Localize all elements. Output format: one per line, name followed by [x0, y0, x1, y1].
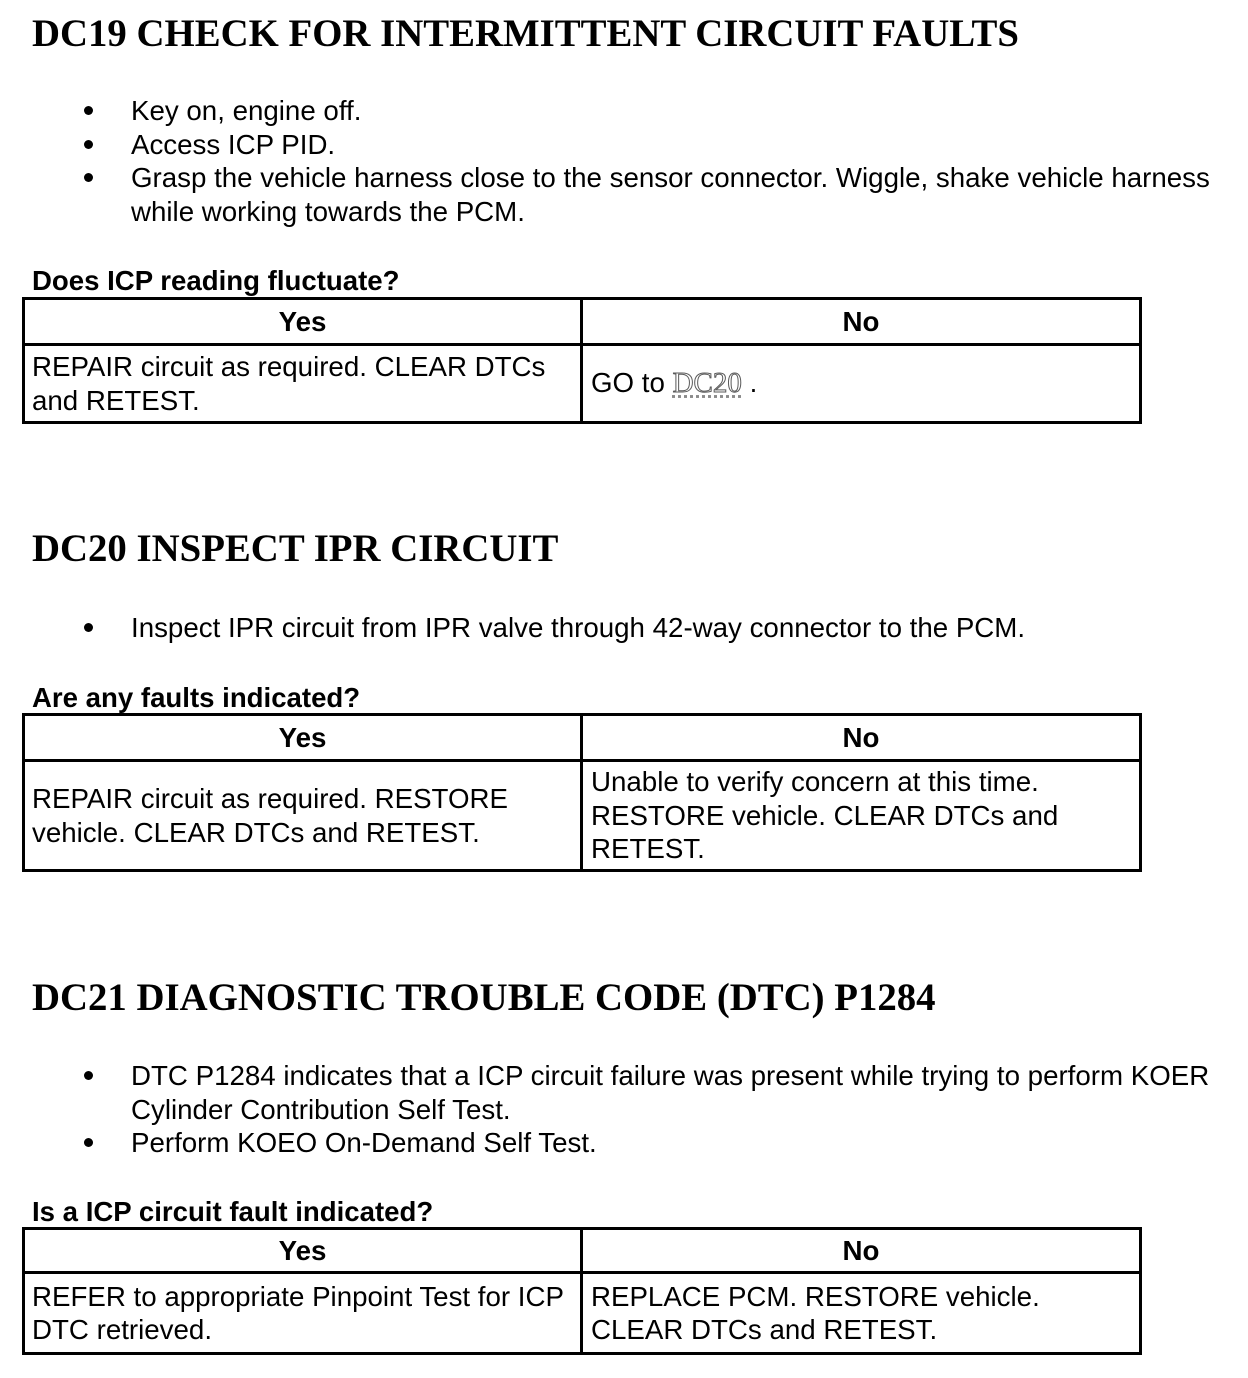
yes-header: Yes: [25, 1230, 583, 1271]
step-text: Cylinder Contribution Self Test.: [131, 1093, 511, 1125]
step-item: [0, 611, 1248, 645]
step-text: Access ICP PID.: [131, 128, 336, 160]
step-item: [0, 128, 1248, 162]
bullet-icon: [84, 623, 93, 632]
step-item: [0, 161, 1248, 228]
yes-header: Yes: [25, 300, 583, 343]
step-item: [0, 1059, 1248, 1126]
bullet-icon: [84, 106, 93, 115]
step-item: [0, 94, 1248, 128]
table-header-row: [25, 716, 1139, 762]
table-header-row: [25, 300, 1139, 346]
no-header: No: [842, 305, 880, 337]
dc21-question: Is a ICP circuit fault indicated?: [32, 1196, 434, 1227]
bullet-icon: [84, 173, 93, 182]
step-item: [0, 1126, 1248, 1160]
step-text: Key on, engine off.: [131, 95, 362, 126]
bullet-icon: [84, 140, 93, 149]
yes-action: REPAIR circuit as required. CLEAR DTCs and RETEST.: [25, 346, 583, 421]
no-header: No: [842, 721, 880, 753]
dc21-decision-table: [22, 1227, 1142, 1355]
goto-suffix: .: [749, 367, 758, 399]
yes-action: REFER to appropriate Pinpoint Test for ICP DTC retrieved.: [25, 1274, 583, 1352]
no-action: [583, 346, 1139, 421]
yes-header: Yes: [25, 716, 583, 759]
yes-action: REPAIR circuit as required. RESTORE vehicle. CLEAR DTCs and RETEST.: [25, 762, 583, 869]
dc20-link[interactable]: DC20: [672, 367, 742, 400]
dc19-decision-table: [22, 297, 1142, 424]
step-text: Perform KOEO On-Demand Self Test.: [131, 1127, 597, 1158]
goto-text: GO to: [591, 367, 665, 399]
dc20-question: Are any faults indicated?: [32, 682, 361, 713]
step-text: Inspect IPR circuit from IPR valve through 42-way connector to the PCM.: [131, 612, 1026, 643]
bullet-icon: [84, 1071, 93, 1080]
dc21-heading: DC21 DIAGNOSTIC TROUBLE CODE (DTC) P1284: [32, 976, 936, 1019]
dc19-question: Does ICP reading fluctuate?: [32, 265, 400, 296]
step-text: Grasp the vehicle harness close to the sensor connector. Wiggle, shake vehicle harness: [131, 162, 1210, 193]
table-row: [25, 1274, 1139, 1352]
dc19-steps: [0, 94, 1248, 228]
dc20-heading: DC20 INSPECT IPR CIRCUIT: [32, 527, 559, 570]
table-row: [25, 346, 1139, 421]
dc19-heading: DC19 CHECK FOR INTERMITTENT CIRCUIT FAULTS: [32, 12, 1019, 55]
table-row: [25, 762, 1139, 869]
no-action: REPLACE PCM. RESTORE vehicle. CLEAR DTCs and RETEST.: [591, 1280, 1040, 1345]
step-text: DTC P1284 indicates that a ICP circuit failure was present while trying to perform KOER: [131, 1060, 1210, 1091]
no-header: No: [842, 1234, 880, 1266]
dc21-steps: [0, 1059, 1248, 1160]
step-text: while working towards the PCM.: [131, 195, 525, 227]
bullet-icon: [84, 1138, 93, 1147]
dc20-steps: [0, 611, 1248, 645]
no-action: Unable to verify concern at this time. RESTORE vehicle. CLEAR DTCs and RETEST.: [591, 766, 1059, 865]
dc20-decision-table: [22, 713, 1142, 872]
table-header-row: [25, 1230, 1139, 1274]
